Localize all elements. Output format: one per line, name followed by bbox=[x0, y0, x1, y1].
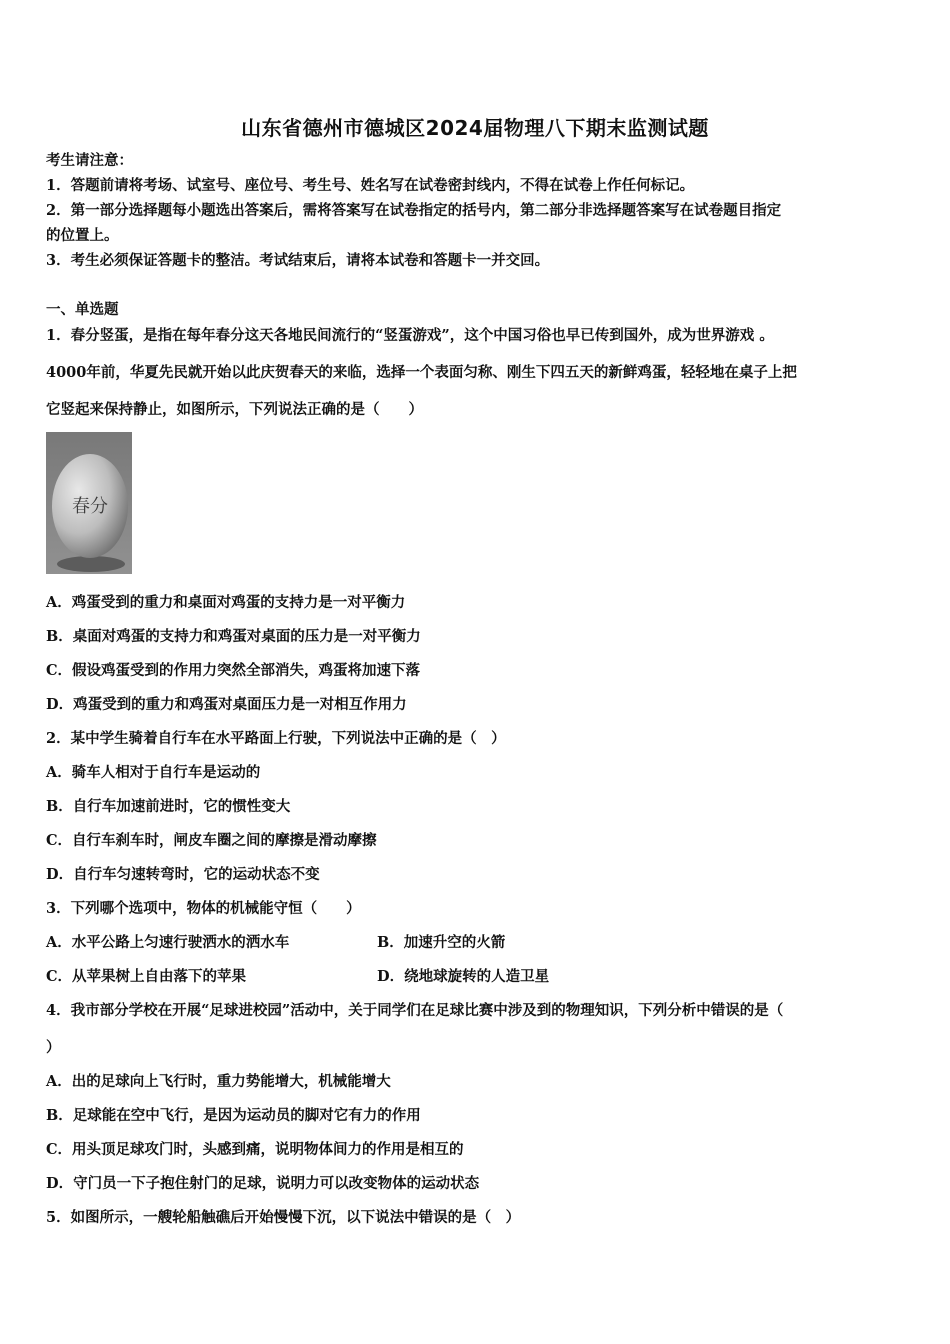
q3-option-d: D．绕地球旋转的人造卫星 bbox=[377, 968, 550, 985]
q4-stem-line: 4．我市部分学校在开展“足球进校园”活动中，关于同学们在足球比赛中涉及到的物理知识，下列分析中错误的是（ bbox=[46, 1002, 784, 1019]
q4-option-b: B．足球能在空中飞行，是因为运动员的脚对它有力的作用 bbox=[46, 1107, 421, 1124]
egg-figure bbox=[46, 432, 132, 574]
q3-stem: 3．下列哪个选项中，物体的机械能守恒（ ） bbox=[46, 900, 361, 917]
q2-option-b: B．自行车加速前进时，它的惯性变大 bbox=[46, 798, 291, 815]
notice-item: 的位置上。 bbox=[46, 227, 119, 244]
page-title: 山东省德州市德城区2024届物理八下期末监测试题 bbox=[241, 116, 709, 140]
q1-option-d: D．鸡蛋受到的重力和鸡蛋对桌面压力是一对相互作用力 bbox=[46, 696, 407, 713]
notice-item: 2．第一部分选择题每小题选出答案后，需将答案写在试卷指定的括号内，第二部分非选择题答案写在试卷题目指定 bbox=[46, 202, 782, 219]
q2-stem: 2．某中学生骑着自行车在水平路面上行驶，下列说法中正确的是（ ） bbox=[46, 730, 506, 747]
q4-stem-line: ） bbox=[46, 1039, 61, 1056]
q4-option-a: A．出的足球向上飞行时，重力势能增大，机械能增大 bbox=[46, 1073, 391, 1090]
q4-option-c: C．用头顶足球攻门时，头感到痛，说明物体间力的作用是相互的 bbox=[46, 1141, 464, 1158]
notice-heading: 考生请注意： bbox=[46, 152, 133, 169]
q3-option-a: A．水平公路上匀速行驶洒水的洒水车 bbox=[46, 934, 290, 951]
notice-item: 1．答题前请将考场、试室号、座位号、考生号、姓名写在试卷密封线内，不得在试卷上作任何标记。 bbox=[46, 177, 695, 194]
q1-option-c: C．假设鸡蛋受到的作用力突然全部消失，鸡蛋将加速下落 bbox=[46, 662, 421, 679]
q3-option-b: B．加速升空的火箭 bbox=[377, 934, 506, 951]
egg-image bbox=[46, 432, 132, 574]
q5-stem: 5．如图所示，一艘轮船触礁后开始慢慢下沉，以下说法中错误的是（ ） bbox=[46, 1209, 521, 1226]
section-heading: 一、单选题 bbox=[46, 301, 119, 318]
q1-option-b: B．桌面对鸡蛋的支持力和鸡蛋对桌面的压力是一对平衡力 bbox=[46, 628, 421, 645]
q4-option-d: D．守门员一下子抱住射门的足球，说明力可以改变物体的运动状态 bbox=[46, 1175, 480, 1192]
q2-option-c: C．自行车刹车时，闸皮车圈之间的摩擦是滑动摩擦 bbox=[46, 832, 377, 849]
q2-option-d: D．自行车匀速转弯时，它的运动状态不变 bbox=[46, 866, 320, 883]
q1-stem-line: 它竖起来保持静止，如图所示，下列说法正确的是（ ） bbox=[46, 401, 423, 418]
egg-label: 春分 bbox=[72, 496, 108, 517]
notice-item: 3．考生必须保证答题卡的整洁。考试结束后，请将本试卷和答题卡一并交回。 bbox=[46, 252, 550, 269]
q2-option-a: A．骑车人相对于自行车是运动的 bbox=[46, 764, 261, 781]
q1-option-a: A．鸡蛋受到的重力和桌面对鸡蛋的支持力是一对平衡力 bbox=[46, 594, 406, 611]
q3-option-c: C．从苹果树上自由落下的苹果 bbox=[46, 968, 247, 985]
q1-stem-line: 1．春分竖蛋，是指在每年春分这天各地民间流行的“竖蛋游戏”，这个中国习俗也早已传到国外，成为世界游戏 。 bbox=[46, 327, 774, 344]
q1-stem-line: 4000年前，华夏先民就开始以此庆贺春天的来临，选择一个表面匀称、刚生下四五天的新鲜鸡蛋，轻轻地在桌子上把 bbox=[46, 364, 797, 381]
